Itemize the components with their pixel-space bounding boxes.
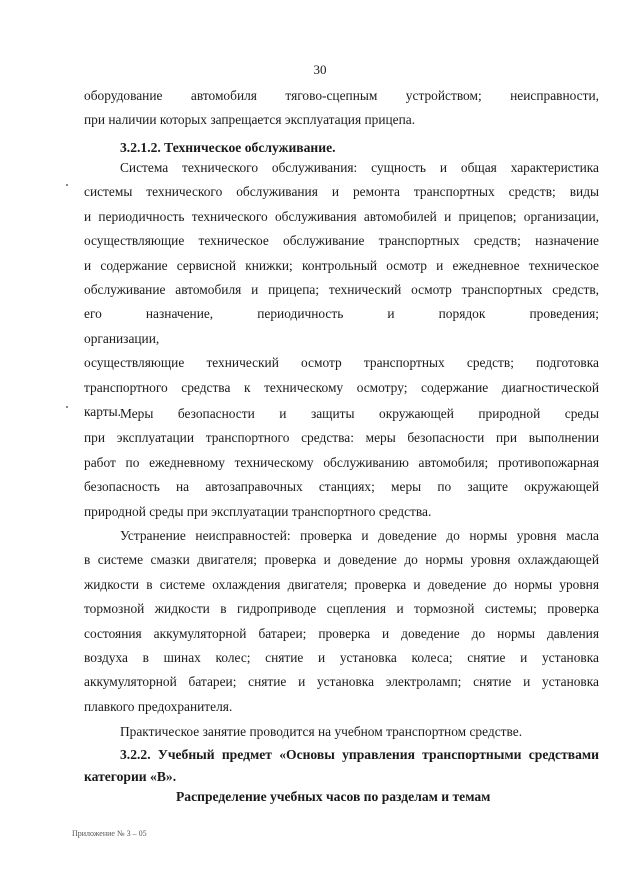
text-line: категории «В». xyxy=(84,769,177,784)
text-line: при эксплуатации транспортного средства: меры безопасности при выполнении xyxy=(84,430,599,446)
section-heading: 3.2.1.2. Техническое обслуживание. xyxy=(120,140,336,155)
paragraph-maintenance-system xyxy=(84,156,599,424)
text-line: Меры безопасности и защиты окружающей природной среды xyxy=(120,406,599,421)
paragraph-practical-lesson xyxy=(84,720,599,744)
text-line: 3.2.2. Учебный предмет «Основы управления транспортными средствами xyxy=(120,747,599,762)
text-line: при наличии которых запрещается эксплуатация прицепа. xyxy=(84,112,416,128)
paragraph-continuation xyxy=(84,84,599,133)
paragraph-safety-measures xyxy=(84,402,599,524)
text-line: транспортного средства к техническому осмотру; содержание диагностической xyxy=(84,379,599,395)
text-line: Устранение неисправностей: проверка и доведение до нормы уровня масла xyxy=(120,528,599,543)
text-line: карты. xyxy=(84,404,121,420)
text-line: системы технического обслуживания и ремонта транспортных средств; виды xyxy=(84,184,599,200)
table-heading: Распределение учебных часов по разделам и темам xyxy=(176,789,491,804)
text-line: безопасность на автозаправочных станциях; меры по защите окружающей xyxy=(84,479,599,495)
page-number: 30 xyxy=(313,62,327,77)
text-line: аккумуляторной батареи; снятие и установка электроламп; снятие и установка xyxy=(84,674,599,690)
text-line: и периодичность технического обслуживания автомобилей и прицепов; организации, xyxy=(84,208,599,224)
text-line: воздуха в шинах колес; снятие и установка колеса; снятие и установка xyxy=(84,650,599,666)
scan-mark xyxy=(66,184,68,186)
scan-mark xyxy=(66,406,68,408)
text-line: осуществляющие технический осмотр транспортных средств; подготовка xyxy=(84,355,599,371)
text-line: его назначение, периодичность и порядок проведения; организации, xyxy=(84,306,599,346)
text-line: в системе смазки двигателя; проверка и доведение до нормы уровня охлаждающей xyxy=(84,552,599,568)
text-line: и содержание сервисной книжки; контрольный осмотр и ежедневное техническое xyxy=(84,257,599,273)
text-line: плавкого предохранителя. xyxy=(84,698,233,714)
text-line: работ по ежедневному техническому обслуживанию автомобиля; противопожарная xyxy=(84,454,599,470)
subject-heading xyxy=(84,744,599,788)
text-line: природной среды при эксплуатации транспортного средства. xyxy=(84,503,432,519)
paragraph-troubleshooting xyxy=(84,524,599,719)
text-line: Практическое занятие проводится на учебном транспортном средстве. xyxy=(120,724,523,739)
text-line: обслуживание автомобиля и прицепа; технический осмотр транспортных средств, xyxy=(84,282,599,298)
text-line: тормозной жидкости в гидроприводе сцепления и тормозной системы; проверка xyxy=(84,601,599,617)
text-line: оборудование автомобиля тягово-сцепным устройством; неисправности, xyxy=(84,88,599,103)
footer-note: Приложение № 3 – 05 xyxy=(72,829,147,838)
text-line: Система технического обслуживания: сущность и общая характеристика xyxy=(120,160,599,175)
text-line: состояния аккумуляторной батареи; проверка и доведение до нормы давления xyxy=(84,625,599,641)
text-line: осуществляющие техническое обслуживание транспортных средств; назначение xyxy=(84,233,599,249)
text-line: жидкости в системе охлаждения двигателя; проверка и доведение до нормы уровня xyxy=(84,576,599,592)
